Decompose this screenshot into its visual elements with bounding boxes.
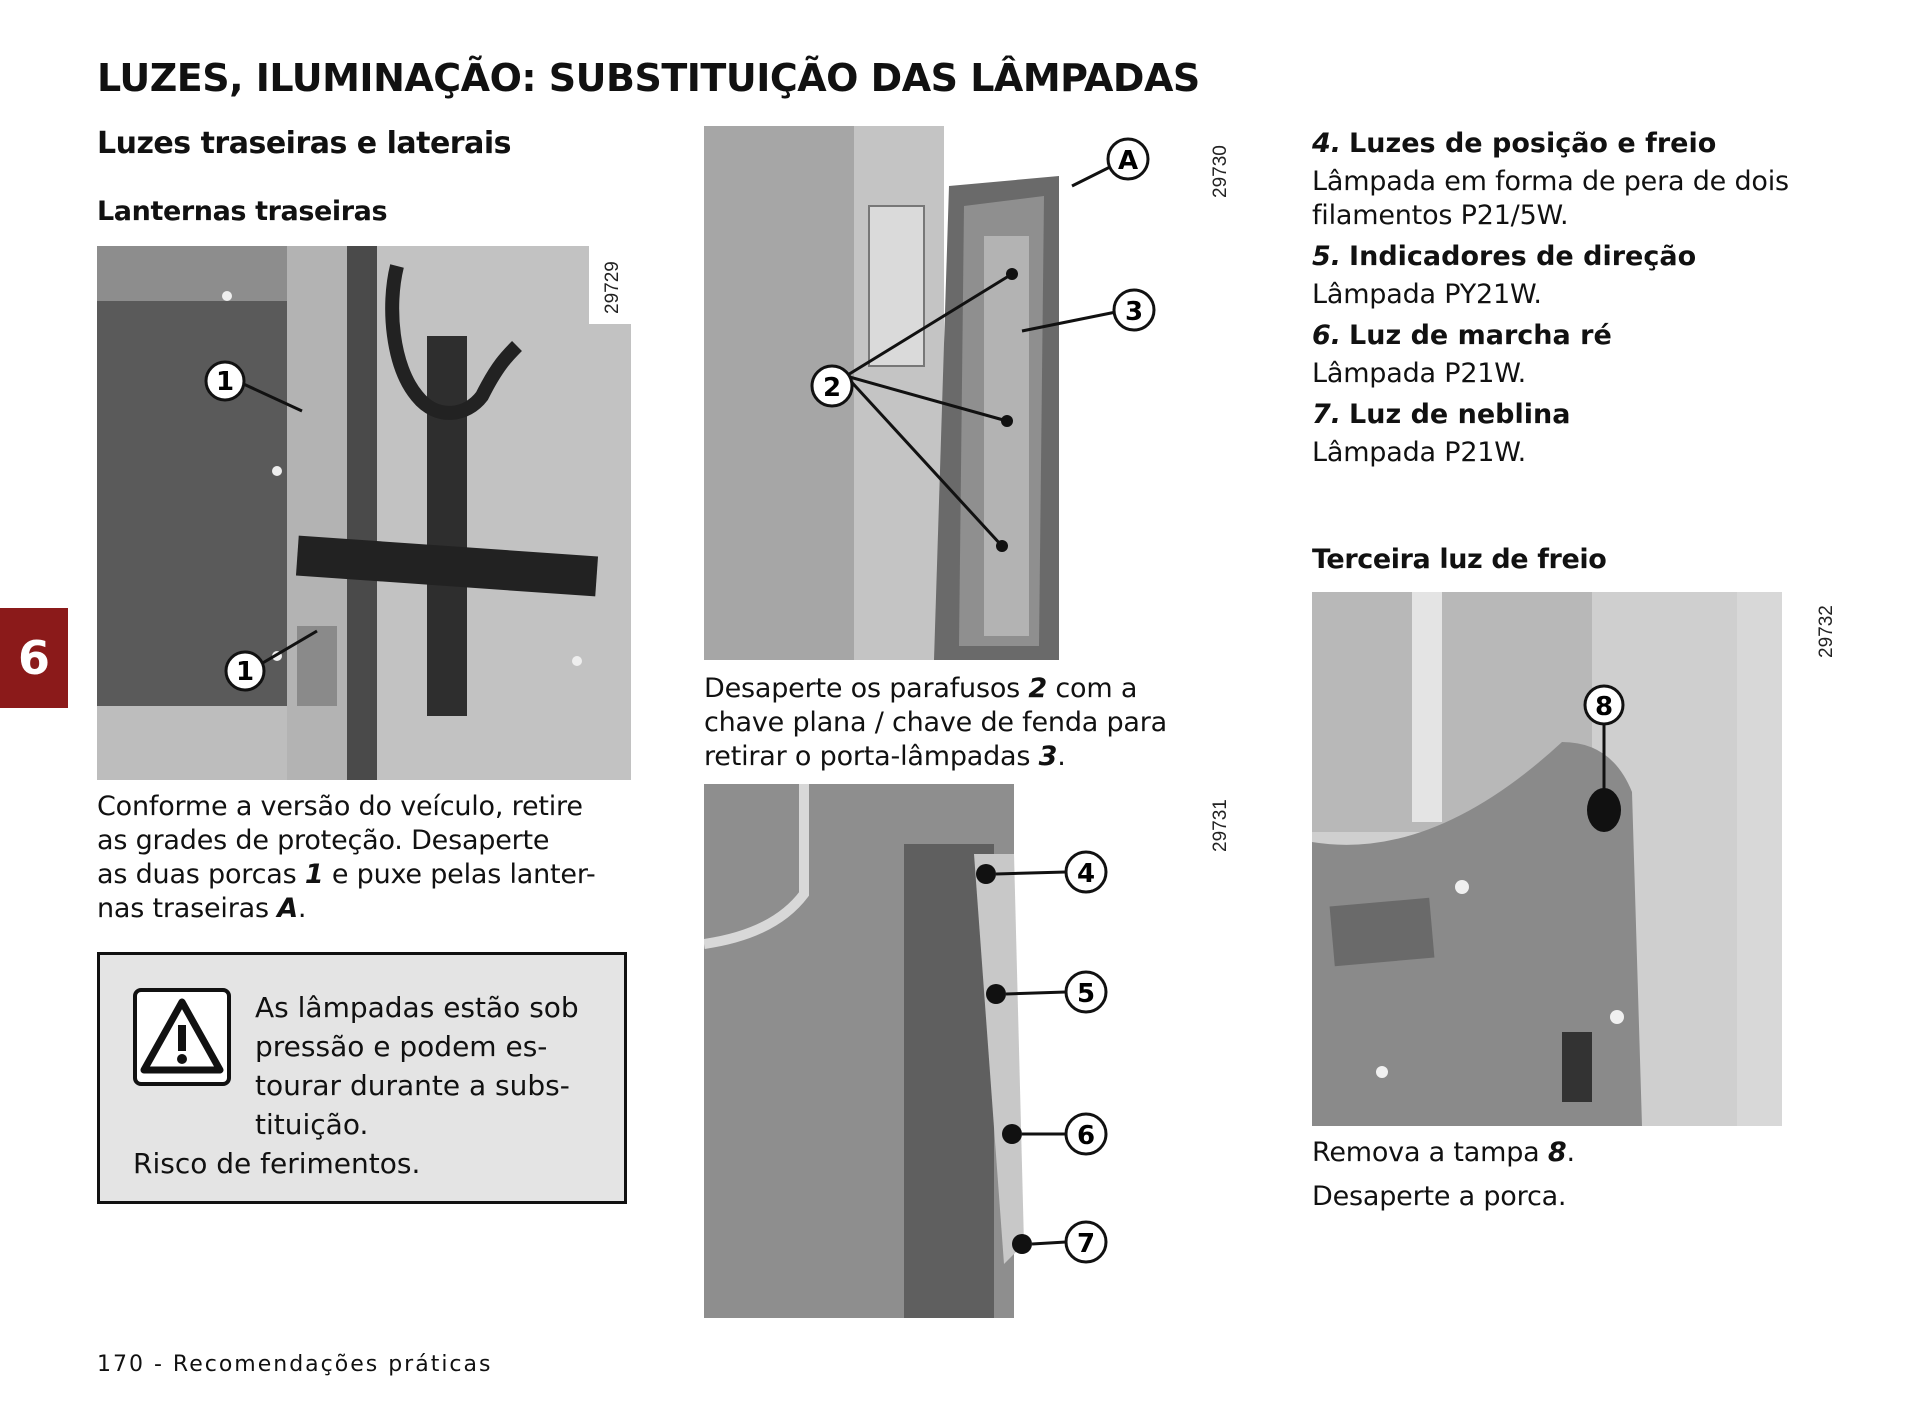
warning-text: As lâmpadas estão sob pressão e podem es-tourar durante a subs-tituição. (255, 991, 579, 1141)
photo-tail-lamp-cluster (704, 126, 1238, 660)
callout-1-bottom (226, 652, 264, 690)
lamp-holder-illustration (704, 784, 1238, 1318)
line (97, 892, 637, 926)
item-title-text: Luz de marcha ré (1349, 320, 1612, 351)
callout-label: A (1117, 146, 1139, 176)
warning-risk: Risco de ferimentos. (133, 1147, 421, 1180)
figure-ref-29731: 29731 (1210, 799, 1231, 852)
ref-A: A (277, 893, 298, 924)
line (704, 672, 1244, 706)
callout-label: 8 (1594, 692, 1614, 722)
callout-7 (1066, 1222, 1106, 1262)
callout-label: 5 (1076, 979, 1096, 1009)
text: Desaperte os parafusos (704, 673, 1029, 704)
line (704, 740, 1244, 774)
text: nas traseiras (97, 893, 278, 924)
text: . (1057, 741, 1066, 772)
bulb-item-desc: Lâmpada P21W. (1312, 358, 1527, 389)
callout-1-top (206, 362, 244, 400)
text: com a (1047, 673, 1138, 704)
bulb-item-desc: Lâmpada em forma de pera de dois filamentos P21/5W. (1312, 166, 1789, 231)
text: as duas porcas (97, 859, 305, 890)
bulb-item-desc: Lâmpada P21W. (1312, 437, 1527, 468)
callout-label: 1 (215, 367, 235, 397)
callout-2 (812, 366, 852, 406)
bulb-item-title (1312, 320, 1872, 351)
paragraph-remove-lights (97, 790, 637, 926)
ref-3: 3 (1038, 741, 1058, 772)
callout-label: 6 (1076, 1121, 1096, 1151)
callout-label: 3 (1124, 297, 1144, 327)
photo-third-brake-light (1312, 592, 1846, 1126)
text: . (1566, 1137, 1575, 1168)
text: Remova a tampa (1312, 1137, 1548, 1168)
figure-ref-29732: 29732 (1816, 605, 1837, 658)
line (97, 858, 637, 892)
paragraph-unscrew (704, 672, 1244, 774)
line (1312, 1136, 1872, 1170)
third-brake-illustration (1312, 592, 1846, 1126)
callout-label: 2 (822, 373, 842, 403)
photo-lamp-holder (704, 784, 1238, 1318)
page-footer: 170 - Recomendações práticas (97, 1352, 493, 1377)
warning-triangle-svg (137, 992, 227, 1082)
text: . (297, 893, 307, 924)
section-title: Luzes traseiras e laterais (97, 126, 511, 161)
bulb-item-title (1312, 128, 1872, 159)
rear-door-illustration (97, 246, 631, 780)
bulb-item-title (1312, 399, 1872, 430)
photo-rear-door-interior (97, 246, 631, 780)
subsection-title-rear-lights: Lanternas traseiras (97, 196, 388, 227)
line: chave plana / chave de fenda para (704, 707, 1168, 738)
line: Desaperte a porca. (1312, 1181, 1567, 1212)
bulb-item-desc: Lâmpada PY21W. (1312, 279, 1542, 310)
ref-8: 8 (1547, 1137, 1567, 1168)
chapter-tab[interactable]: 6 (0, 608, 68, 708)
callout-8 (1585, 686, 1623, 724)
item-number: 5. (1312, 241, 1342, 272)
subsection-title-third-brake: Terceira luz de freio (1312, 544, 1607, 575)
paragraph-third-brake (1312, 1136, 1872, 1214)
warning-triangle-icon (133, 988, 231, 1086)
item-title-text: Indicadores de direção (1349, 241, 1697, 272)
item-number: 4. (1312, 128, 1342, 159)
line: Conforme a versão do veículo, retire (97, 791, 583, 822)
item-number: 6. (1312, 320, 1342, 351)
item-title-text: Luzes de posição e freio (1349, 128, 1717, 159)
text: retirar o porta-lâmpadas (704, 741, 1039, 772)
callout-3 (1114, 290, 1154, 330)
bulb-item-title (1312, 241, 1872, 272)
callout-label: 1 (235, 657, 255, 687)
callout-label: 4 (1076, 859, 1096, 889)
callout-4 (1066, 852, 1106, 892)
callout-A (1108, 139, 1148, 179)
callout-label: 7 (1076, 1229, 1096, 1259)
figure-ref-29729: 29729 (602, 261, 623, 314)
tail-lamp-illustration (704, 126, 1238, 660)
callout-6 (1066, 1114, 1106, 1154)
ref-1: 1 (304, 859, 324, 890)
page-title: LUZES, ILUMINAÇÃO: SUBSTITUIÇÃO DAS LÂMPADAS (97, 56, 1200, 100)
figure-ref-29730: 29730 (1210, 145, 1231, 198)
line: as grades de proteção. Desaperte (97, 825, 550, 856)
item-title-text: Luz de neblina (1349, 399, 1571, 430)
warning-box (97, 952, 627, 1204)
callout-5 (1066, 972, 1106, 1012)
bulb-list (1312, 128, 1872, 470)
text: e puxe pelas lanter- (323, 859, 596, 890)
item-number: 7. (1312, 399, 1342, 430)
ref-2: 2 (1028, 673, 1047, 704)
